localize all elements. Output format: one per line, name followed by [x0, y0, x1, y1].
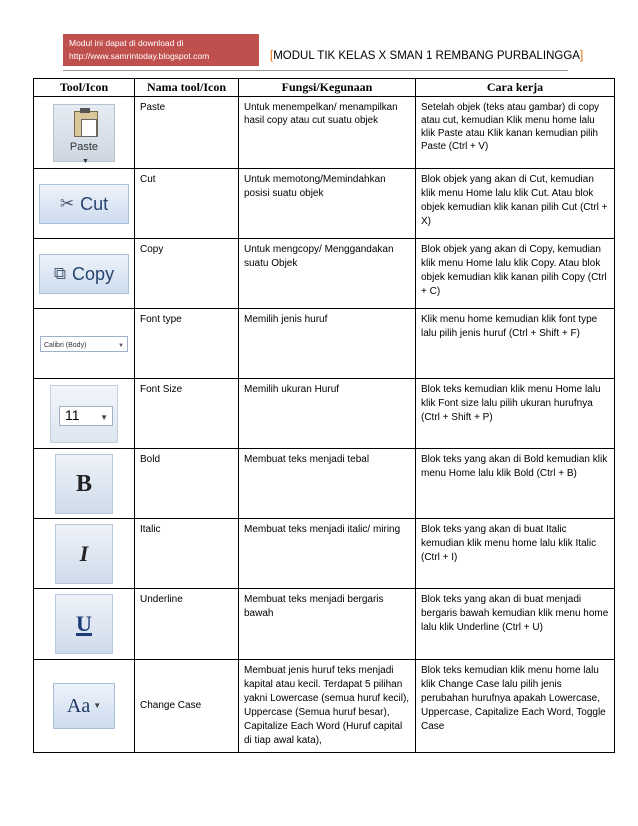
table-row: [34, 97, 615, 169]
page-header-title: [270, 50, 583, 62]
tool-name: Font Size: [135, 379, 239, 449]
tool-name: Bold: [135, 449, 239, 519]
tool-function: Memilih ukuran Huruf: [239, 379, 416, 449]
tool-name: Paste: [135, 97, 239, 169]
table-row: [34, 239, 615, 309]
column-header-how: Cara kerja: [416, 79, 615, 97]
underline-icon: U: [55, 594, 113, 654]
tool-icon-cell: [34, 449, 135, 519]
tool-how: Blok teks yang akan di buat menjadi bergaris bawah kemudian klik menu home lalu klik Underline (Ctrl + U): [416, 589, 615, 660]
download-note-box: [63, 34, 259, 66]
tool-function: Memilih jenis huruf: [239, 309, 416, 379]
font-type-dropdown-icon: Calibri (Body) ▼: [40, 336, 128, 352]
tool-icon-cell: [34, 169, 135, 239]
tool-name: Italic: [135, 519, 239, 589]
tool-icon-cell: [34, 379, 135, 449]
font-size-dropdown-icon: 11 ▼: [50, 385, 118, 443]
download-note-line1: Modul ini dapat di download di: [69, 38, 184, 48]
tool-icon-cell: [34, 660, 135, 753]
title-bracket-close: ]: [579, 50, 584, 62]
header-divider: [63, 70, 568, 71]
table-row: [34, 589, 615, 660]
tool-icon-cell: [34, 239, 135, 309]
tool-function: Untuk mengcopy/ Menggandakan suatu Objek: [239, 239, 416, 309]
column-header-function: Fungsi/Kegunaan: [239, 79, 416, 97]
tool-icon-cell: [34, 519, 135, 589]
tool-how: Blok teks kemudian klik menu Home lalu klik Font size lalu pilih ukuran hurufnya (Ctrl + Shift + P): [416, 379, 615, 449]
tool-how: Blok objek yang akan di Cut, kemudian klik menu Home lalu klik Cut. Atau blok objek kemudian klik kanan pilih Cut (Ctrl + X): [416, 169, 615, 239]
title-text: MODUL TIK KELAS X SMAN 1 REMBANG PURBALINGGA: [273, 50, 580, 62]
tool-function: Membuat jenis huruf teks menjadi kapital atau kecil. Terdapat 5 pilihan yakni Lowercase (semua huruf kecil), Uppercase (Semua huruf besar), Capitalize Each Word (Huruf capital di tiap awal kata),: [239, 660, 416, 753]
title-bracket-open: [: [270, 50, 274, 62]
tool-name: Font type: [135, 309, 239, 379]
table-row: [34, 379, 615, 449]
column-header-tool-icon: Tool/Icon: [34, 79, 135, 97]
tool-function: Untuk menempelkan/ menampilkan hasil copy atau cut suatu objek: [239, 97, 416, 169]
bold-icon: B: [55, 454, 113, 514]
table-row: [34, 519, 615, 589]
column-header-name: Nama tool/Icon: [135, 79, 239, 97]
tools-table: [33, 78, 615, 753]
tool-how: Blok teks kemudian klik menu home lalu klik Change Case lalu pilih jenis perubahan hurufnya apakah Lowercase, Uppercase, Capitalize Each Word, Toggle Case: [416, 660, 615, 753]
tool-name: Change Case: [135, 660, 239, 753]
tool-how: Setelah objek (teks atau gambar) di copy atau cut, kemudian Klik menu home lalu klik Paste atau Klik kanan kemudian pilih Paste (Ctrl + V): [416, 97, 615, 169]
table-row: [34, 660, 615, 753]
tool-name: Cut: [135, 169, 239, 239]
tool-icon-cell: [34, 97, 135, 169]
scissors-icon: ✂ Cut: [39, 184, 129, 224]
tool-how: Blok objek yang akan di Copy, kemudian klik menu Home lalu klik Copy. Atau blok objek kemudian klik kanan pilih Copy (Ctrl + C): [416, 239, 615, 309]
tool-how: Klik menu home kemudian klik font type lalu pilih jenis huruf (Ctrl + Shift + F): [416, 309, 615, 379]
table-row: [34, 309, 615, 379]
paste-icon: Paste ▼: [53, 104, 115, 162]
table-row: [34, 169, 615, 239]
tool-function: Membuat teks menjadi tebal: [239, 449, 416, 519]
tool-function: Membuat teks menjadi italic/ miring: [239, 519, 416, 589]
copy-icon: ⧉ Copy: [39, 254, 129, 294]
tool-icon-cell: [34, 309, 135, 379]
tool-how: Blok teks yang akan di buat Italic kemudian klik menu home lalu klik Italic (Ctrl + I): [416, 519, 615, 589]
tool-function: Membuat teks menjadi bergaris bawah: [239, 589, 416, 660]
table-header-row: [34, 79, 615, 97]
tool-name: Copy: [135, 239, 239, 309]
tool-how: Blok teks yang akan di Bold kemudian klik menu Home lalu klik Bold (Ctrl + B): [416, 449, 615, 519]
italic-icon: I: [55, 524, 113, 584]
download-note-url[interactable]: http://www.samrintoday.blogspot.com: [69, 51, 210, 61]
change-case-icon: Aa ▼: [53, 683, 115, 729]
table-row: [34, 449, 615, 519]
tool-icon-cell: [34, 589, 135, 660]
tool-function: Untuk memotong/Memindahkan posisi suatu objek: [239, 169, 416, 239]
tool-name: Underline: [135, 589, 239, 660]
